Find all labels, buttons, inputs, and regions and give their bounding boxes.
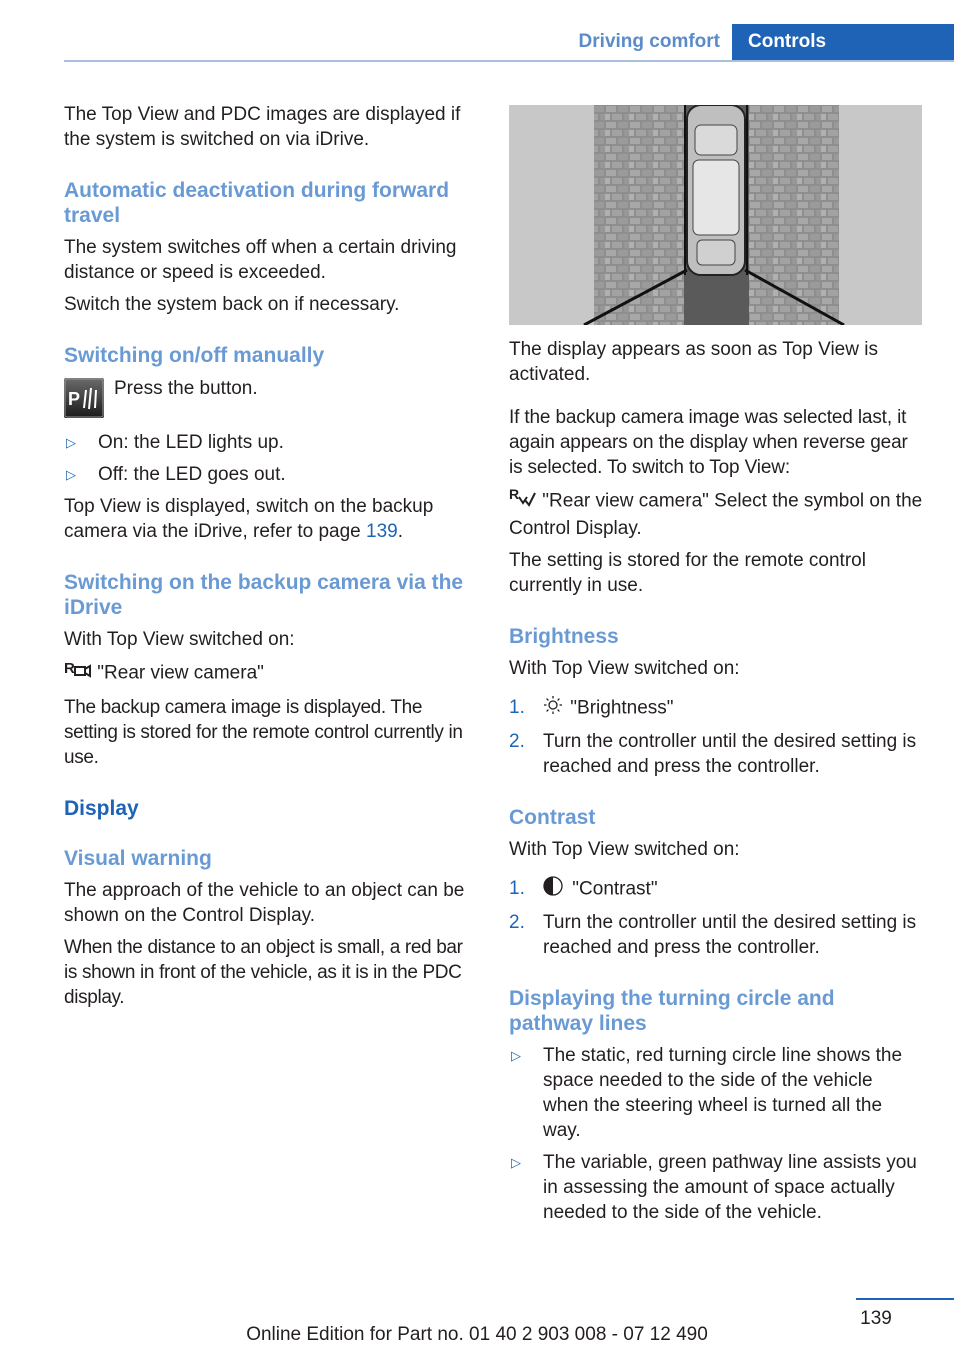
rear-view-camera-select-icon — [509, 487, 537, 516]
top-view-image — [509, 105, 922, 325]
display-rear-row — [509, 487, 923, 541]
brightness-step-2 — [509, 729, 923, 779]
brightness-label: "Brightness" — [570, 697, 674, 719]
turning-circle-heading: Displaying the turning circle and pathway lines — [509, 987, 835, 1035]
contrast-step-2 — [509, 910, 923, 960]
contrast-step-2-text: Turn the controller until the desired setting is reached and press the controller. — [543, 912, 917, 958]
idrive-with-text: With Top View switched on: — [64, 629, 295, 650]
display-heading: Display — [64, 797, 139, 820]
visual-paragraph-2: When the distance to an object is small, a red bar is shown in front of the vehicle, as it is in the PDC display. — [64, 937, 463, 1008]
visual-paragraph-1: The approach of the vehicle to an object can be shown on the Control Display. — [64, 880, 465, 926]
step-number: 2. — [509, 731, 525, 752]
footer-edition: Online Edition for Part no. 01 40 2 903 008 - 07 12 490 — [246, 1324, 708, 1345]
contrast-step-1 — [509, 876, 923, 903]
step-number: 2. — [509, 912, 525, 933]
pdc-button-icon — [64, 378, 104, 418]
footer-rule — [856, 1298, 954, 1300]
rear-view-camera-select-text: "Rear view camera" Select the symbol on the Control Display. — [509, 490, 923, 539]
turning-bullet-2-text: The variable, green pathway line assists you in assessing the amount of space actually needed to the side of the vehicle. — [543, 1152, 917, 1223]
header-chapter-tab: Controls — [732, 24, 954, 62]
svg-text:P: P — [68, 389, 81, 409]
bullet-off-text: Off: the LED goes out. — [98, 464, 286, 485]
idrive-rear-row — [64, 659, 478, 688]
bullet-triangle-icon: ▷ — [66, 467, 76, 482]
turning-bullet-2 — [509, 1150, 923, 1225]
bullet-on — [64, 430, 478, 455]
brightness-step-2-text: Turn the controller until the desired setting is reached and press the controller. — [543, 731, 917, 777]
manual-heading: Switching on/off manually — [64, 344, 325, 367]
contrast-label: "Contrast" — [572, 878, 658, 900]
rear-view-camera-icon — [64, 659, 92, 688]
turning-bullet-1-text: The static, red turning circle line shows the space needed to the side of the vehicle when the steering wheel is turned all the way. — [543, 1045, 903, 1141]
press-button-text: Press the button. — [114, 378, 258, 399]
intro-paragraph: The Top View and PDC images are displayed if the system is switched on via iDrive. — [64, 104, 461, 150]
header-rule — [64, 60, 954, 62]
svg-text:R: R — [64, 660, 75, 677]
step-number: 1. — [509, 697, 525, 718]
auto-paragraph-2: Switch the system back on if necessary. — [64, 294, 400, 315]
brightness-step-1 — [509, 695, 923, 722]
svg-text:R: R — [509, 487, 520, 502]
turning-bullet-1 — [509, 1043, 923, 1143]
idrive-heading: Switching on the backup camera via the iDrive — [64, 571, 464, 619]
idrive-paragraph: The backup camera image is displayed. The setting is stored for the remote control currently in use. — [64, 697, 463, 768]
bullet-triangle-icon: ▷ — [511, 1048, 521, 1063]
visual-warning-heading: Visual warning — [64, 847, 212, 870]
contrast-with-text: With Top View switched on: — [509, 839, 740, 860]
bullet-triangle-icon: ▷ — [511, 1155, 521, 1170]
page-number: 139 — [860, 1308, 892, 1329]
auto-deactivation-heading: Automatic deactivation during forward travel — [64, 179, 450, 227]
sun-icon — [543, 695, 565, 722]
brightness-heading: Brightness — [509, 625, 619, 648]
brightness-with-text: With Top View switched on: — [509, 658, 740, 679]
bullet-triangle-icon: ▷ — [66, 435, 76, 450]
bullet-on-text: On: the LED lights up. — [98, 432, 284, 453]
bullet-off — [64, 462, 478, 487]
display-paragraph-3: The setting is stored for the remote control currently in use. — [509, 550, 866, 596]
right-column — [509, 105, 923, 1225]
rear-view-camera-label: "Rear view camera" — [97, 662, 264, 684]
header-section-label: Driving comfort — [578, 31, 720, 52]
press-button-row — [64, 378, 478, 418]
manual-paragraph: Top View is displayed, switch on the backup camera via the iDrive, refer to page 139. — [64, 496, 434, 542]
display-paragraph-1: The display appears as soon as Top View is activated. — [509, 339, 878, 385]
contrast-heading: Contrast — [509, 806, 596, 829]
left-column — [64, 100, 478, 1010]
page-link[interactable]: 139 — [366, 521, 398, 542]
contrast-icon — [543, 876, 567, 903]
display-paragraph-2: If the backup camera image was selected last, it again appears on the display when reverse gear is selected. To switch to Top View: — [509, 407, 908, 478]
auto-paragraph-1: The system switches off when a certain driving distance or speed is exceeded. — [64, 237, 457, 283]
step-number: 1. — [509, 878, 525, 899]
